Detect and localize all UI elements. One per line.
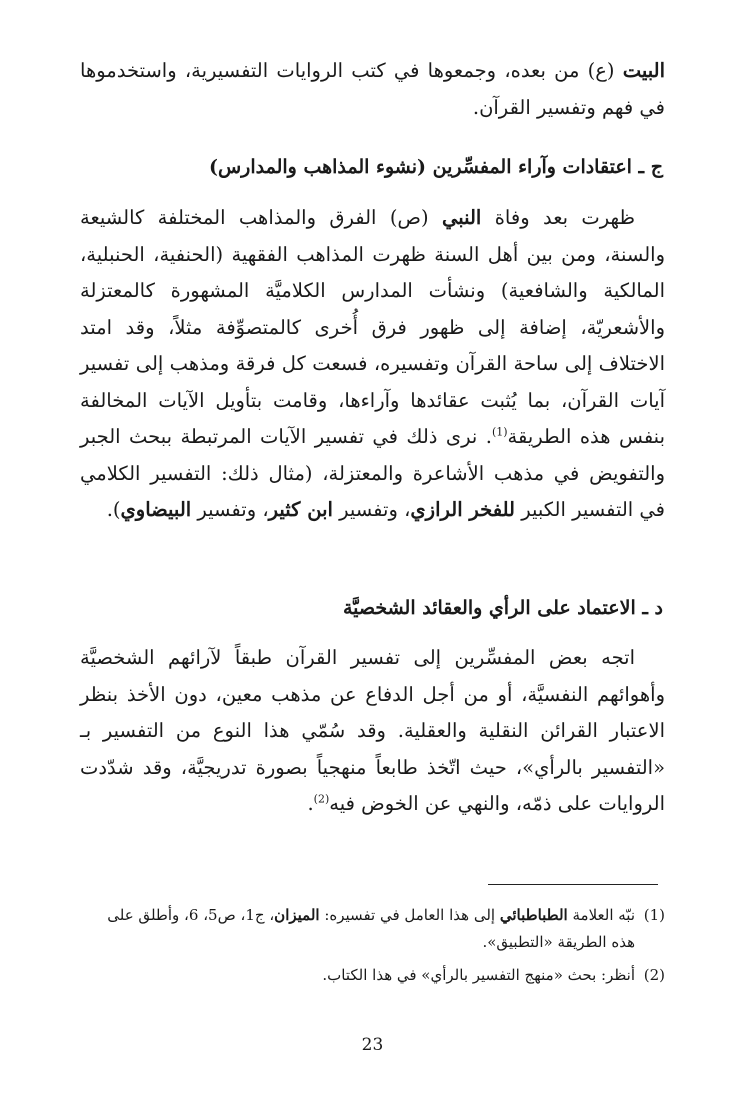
text-span: ، وتفسير — [332, 498, 411, 521]
text-span: ، ج1، ص5، 6، وأطلق على هذه الطريقة «التطبيق». — [107, 906, 635, 951]
text-span: إلى هذا العامل في تفسيره: — [319, 906, 500, 924]
text-span: اتجه بعض المفسِّرين إلى تفسير القرآن طبقاً لآرائهم الشخصيَّة وأهوائهم النفسيَّة، أو من أجل الدفاع عن مذهب معين، دون الأخذ بنظر الاعتبار القرائن النقلية والعقلية. وقد سُمّي هذا النوع من التفسير بـ «التفسير بالرأي»، حيث اتّخذ طابعاً منهجياً بصورة تدريجيَّة، وقد شدّدت الروايات على ذمّه، والنهي عن الخوض فيه — [80, 646, 665, 815]
section-c-block — [80, 200, 665, 529]
text-span: ظهرت بعد وفاة — [481, 206, 635, 229]
section-c-heading: ج ـ اعتقادات وآراء المفسِّرين (نشوء المذاهب والمدارس) — [209, 156, 663, 178]
text-span: . نرى ذلك في تفسير الآيات المرتبطة ببحث الجبر والتفويض في مذهب الأشاعرة والمعتزلة، (مثال ذلك: التفسير الكلامي في التفسير الكبير — [80, 425, 665, 521]
footnotes — [95, 902, 665, 989]
bold-term-prophet: النبي — [441, 206, 482, 229]
footnote-ref-2: (2) — [313, 792, 330, 806]
footnote-divider — [488, 884, 658, 885]
footnote-number: (1) — [643, 906, 665, 924]
bold-term-tabatabai: الطباطبائي — [499, 906, 568, 924]
page-number: 23 — [361, 1035, 384, 1055]
text-span: (ص) الفرق والمذاهب المختلفة كالشيعة والسنة، ومن بين أهل السنة ظهرت المذاهب الفقهية (الحنفية، الحنبلية، المالكية والشافعية) ونشأت المدارس الكلاميَّة المشهورة كالمعتزلة والأشعريّة، إضافة إلى ظهور فرق أُخرى كالمتصوِّفة مثلاً، وقد امتد الاختلاف إلى ساحة القرآن وتفسيره، فسعت كل فرقة ومذهب إلى تفسير آيات القرآن، بما يُثبت عقائدها وآراءها، وقامت بتأويل الآيات المخالفة بنفس هذه الطريقة — [80, 206, 665, 448]
top-paragraph-text: (ع) من بعده، وجمعوها في كتب الروايات التفسيرية، واستخدموها في فهم وتفسير القرآن. — [80, 59, 665, 119]
text-span: ، وتفسير — [191, 498, 269, 521]
footnote-number: (2) — [643, 966, 665, 984]
text-span: . — [307, 792, 314, 815]
text-span: ). — [106, 498, 121, 521]
bold-term-albayt: البيت — [622, 59, 665, 82]
top-paragraph — [80, 53, 665, 126]
footnote-2 — [95, 962, 665, 989]
footnote-text: أنظر: بحث «منهج التفسير بالرأي» في هذا الكتاب. — [322, 966, 635, 984]
section-d-paragraph — [80, 640, 665, 823]
bold-term-mizan: الميزان — [274, 906, 320, 924]
footnote-1 — [95, 902, 665, 956]
top-paragraph-block — [80, 53, 665, 126]
text-span: نبّه العلامة — [567, 906, 635, 924]
footnote-text — [95, 902, 635, 956]
bold-term-razi: للفخر الرازي — [410, 498, 516, 521]
bold-term-baydawi: البيضاوي — [120, 498, 192, 521]
bold-term-ibn-kathir: ابن كثير — [268, 498, 333, 521]
section-d-heading: د ـ الاعتماد على الرأي والعقائد الشخصيَّة — [342, 597, 663, 619]
section-c-paragraph — [80, 200, 665, 529]
section-d-block — [80, 640, 665, 823]
footnote-ref-1: (1) — [491, 425, 508, 439]
